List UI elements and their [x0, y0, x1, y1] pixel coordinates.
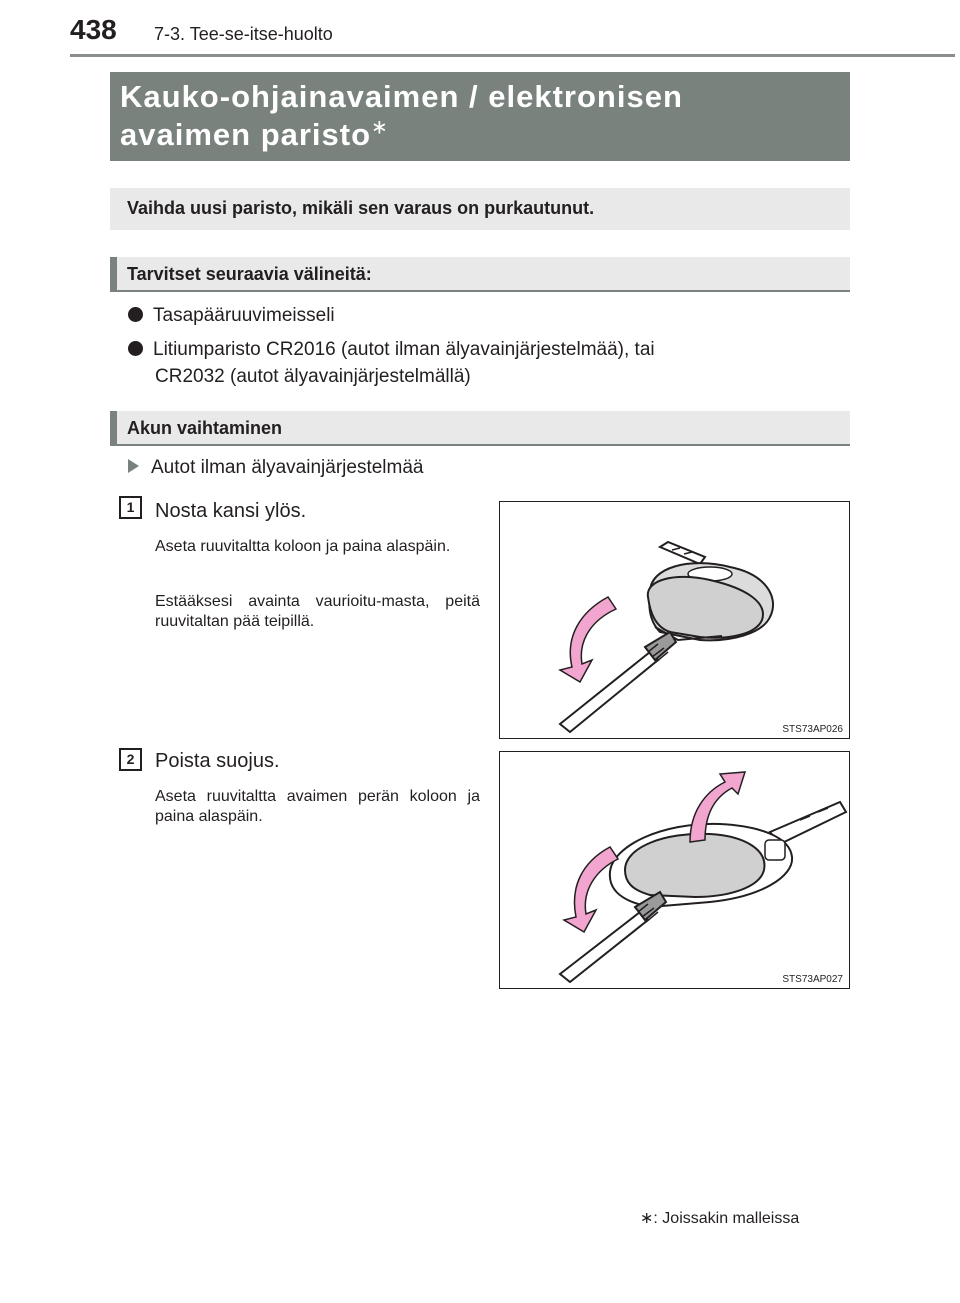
- title-line-2: [120, 116, 840, 154]
- page-number: 438: [70, 14, 117, 45]
- header-rule: [70, 54, 955, 57]
- tool-item-screwdriver: [128, 302, 335, 329]
- tool-item-label: Tasapääruuvimeisseli: [153, 305, 335, 326]
- asterisk-mark: ∗: [371, 116, 389, 139]
- step-1-note: Estääksesi avainta vaurioitu-masta, peitä ruuvitaltan pää teipillä.: [155, 593, 480, 630]
- bullet-icon: [128, 307, 143, 322]
- intro-box: Vaihda uusi paristo, mikäli sen varaus on purkautunut.: [110, 188, 850, 230]
- variant-label: [128, 457, 423, 479]
- replace-heading: Akun vaihtaminen: [110, 411, 850, 446]
- figure-remove-cover: [499, 751, 850, 989]
- step-1-title: Nosta kansi ylös.: [155, 500, 307, 522]
- variant-text: Autot ilman älyavainjärjestelmää: [151, 457, 424, 478]
- bullet-icon: [128, 341, 143, 356]
- section-label: 7-3. Tee-se-itse-huolto: [154, 24, 333, 44]
- triangle-right-icon: [128, 459, 139, 473]
- step-1-text: Aseta ruuvitaltta koloon ja paina alaspäin.: [155, 538, 451, 555]
- tool-item-continuation: CR2032 (autot älyavainjärjestelmällä): [155, 366, 471, 387]
- footnote: ∗: Joissakin malleissa: [640, 1210, 800, 1227]
- tool-item-battery: [128, 336, 850, 390]
- step-2-text: Aseta ruuvitaltta avaimen perän koloon ja paina alaspäin.: [155, 788, 480, 825]
- step-2-title: Poista suojus.: [155, 750, 280, 772]
- step-number-2: 2: [119, 748, 142, 771]
- page-title: [110, 72, 850, 161]
- arrow-down-icon: [564, 847, 618, 932]
- key-illustration-2: [500, 752, 849, 988]
- arrow-down-icon: [560, 597, 616, 682]
- key-illustration-1: [500, 502, 849, 738]
- figure-lift-cover: [499, 501, 850, 739]
- tool-item-label: Litiumparisto CR2016 (autot ilman älyavainjärjestelmää), tai: [153, 339, 655, 360]
- step-number-1: 1: [119, 496, 142, 519]
- title-line-2-text: avaimen paristo: [120, 117, 372, 152]
- figure-code: STS73AP026: [782, 724, 843, 735]
- title-line-1: Kauko-ohjainavaimen / elektronisen: [120, 79, 683, 114]
- figure-code: STS73AP027: [782, 974, 843, 985]
- tool-item-line: [128, 336, 850, 363]
- tools-heading: Tarvitset seuraavia välineitä:: [110, 257, 850, 292]
- bullet-icon-wrap: [128, 336, 655, 363]
